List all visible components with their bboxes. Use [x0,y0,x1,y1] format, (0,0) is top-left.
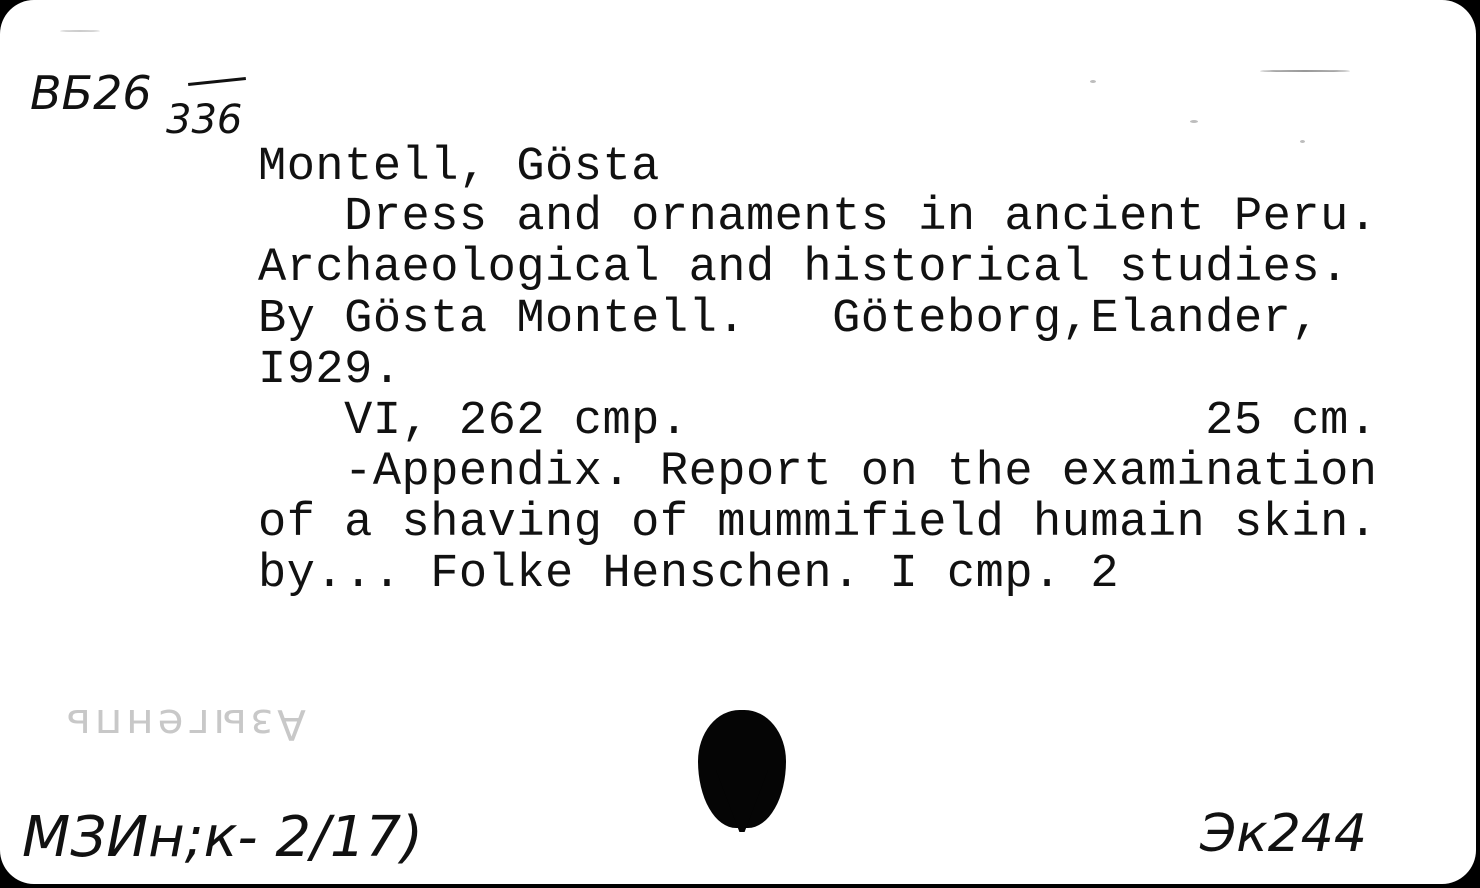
note-line-3: by... Folke Henschen. I cmp. 2 [258,548,1120,601]
note-line-2: of a shaving of mummifield humain skin. [258,497,1378,550]
note-line-1: -Appendix. Report on the examination [258,446,1378,499]
faint-stamp: Азыгенпь [62,700,306,749]
speck [1190,120,1198,123]
shelf-mark-underline [188,77,246,86]
imprint-line: By Gösta Montell. Göteborg,Elander, [258,293,1321,346]
speck [60,30,100,32]
year-line: I929. [258,344,402,397]
collation-line: VI, 262 cmp. 25 cm. [258,395,1378,448]
title-line-2: Archaeological and historical studies. [258,242,1349,295]
speck [1090,80,1096,83]
shelf-mark-number: 336 [166,97,243,143]
inventory-number: Эк244 [1200,804,1367,864]
shelf-mark: ВБ26 [30,66,152,120]
inventory-mark: МЗИн;к- 2/17) [22,805,424,870]
speck [1260,70,1350,72]
title-line-1: Dress and ornaments in ancient Peru. [258,191,1378,244]
author-line: Montell, Gösta [258,141,660,194]
speck [1300,140,1305,143]
